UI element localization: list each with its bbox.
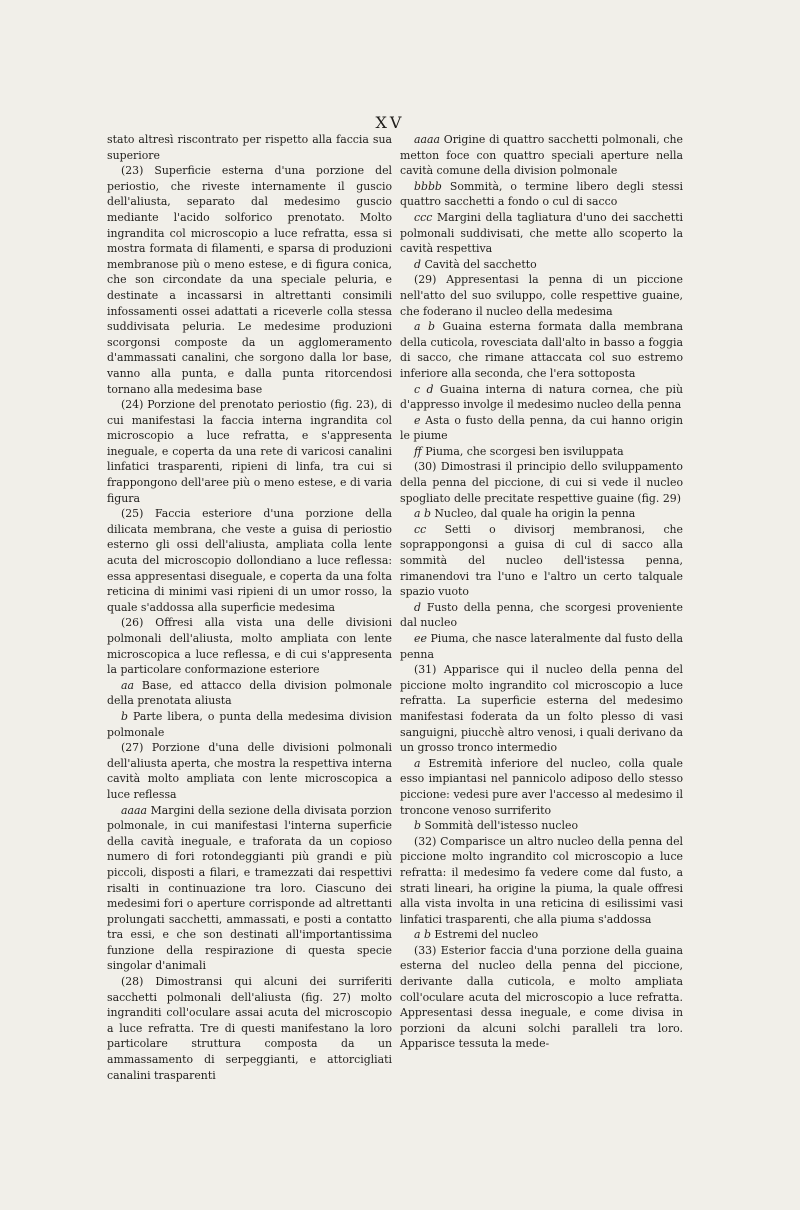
paragraph-text: Piuma, che nasce lateralmente dal fusto della penna — [400, 632, 683, 661]
left_column-paragraph — [107, 132, 392, 163]
page-number: XV — [375, 113, 405, 132]
left_column-paragraph — [107, 615, 392, 677]
left_column-paragraph — [107, 397, 392, 506]
right_column-paragraph — [400, 600, 683, 631]
right_column-paragraph — [400, 756, 683, 818]
paragraph-text: Nucleo, dal quale ha origin la penna — [434, 507, 636, 521]
paragraph-text: (27) Porzione d'una delle divisioni polmonali dell'aliusta aperta, che mostra la respettiva interna cavità molto ampliata con lente microscopica a luce reflessa — [107, 741, 392, 801]
right_column-paragraph — [400, 662, 683, 756]
left_column-paragraph — [107, 678, 392, 709]
right_column-paragraph — [400, 382, 683, 413]
right_column-paragraph — [400, 834, 683, 928]
paragraph-text: (31) Apparisce qui il nucleo della penna del piccione molto ingrandito col microscopio a luce refratta. La superficie esterna del medesimo manifestasi foderata da un folto plesso di vasi sanguigni, piucchè altro venosi, i quali derivano da un grosso tronco intermedio — [400, 663, 683, 755]
figure-label: b — [121, 709, 128, 723]
right_column-paragraph — [400, 179, 683, 210]
paragraph-text: Base, ed attacco della division polmonale della prenotata aliusta — [107, 678, 392, 708]
paragraph-text: stato altresì riscontrato per rispetto alla faccia sua superiore — [107, 133, 392, 162]
left_column-paragraph — [107, 803, 392, 975]
paragraph-text: (26) Offresi alla vista una delle divisioni polmonali dell'aliusta, molto ampliata con lente microscopica a luce reflessa, e di cui s'appresenta la particolare conformazione esteriore — [107, 616, 392, 677]
paragraph-text: Cavità del sacchetto — [424, 257, 537, 271]
figure-label: d — [414, 600, 421, 614]
right_column-paragraph — [400, 459, 683, 506]
right-column — [400, 132, 683, 1052]
figure-label: aaaa — [121, 803, 147, 817]
paragraph-text: Setti o divisorj membranosi, che soprappongonsi a guisa di cul di sacco alla sommità del nucleo dell'istessa penna, rimanendovi tra l'uno e l'altro un certo talquale spazio vuoto — [400, 522, 683, 599]
left_column-paragraph — [107, 974, 392, 1083]
figure-label: b — [414, 819, 421, 833]
figure-label: ee — [414, 632, 427, 645]
figure-label: cc — [414, 522, 427, 536]
paragraph-text: (33) Esterior faccia d'una porzione della guaina esterna del nucleo della penna del piccione, derivante dalla cuticola, e molto ampliata coll'oculare acuta del microscopio a luce refratta. Appresentasi dessa ineguale, e come divisa in porzioni da alcuni solchi paralleli tra loro. Apparisce tessuta la mede- — [400, 943, 683, 1051]
figure-label: a — [414, 756, 421, 770]
left_column-paragraph — [107, 709, 392, 740]
paragraph-text: (24) Porzione del prenotato periostio (fig. 23), di cui manifestasi la faccia interna ingrandita col microscopio a luce refratta, e s'appresenta ineguale, e coperta da una rete di varicosi canalini linfatici trasparenti, ripieni di linfa, tra cui si frappongono dell'aree più o meno estese, e di varia figura — [107, 398, 392, 505]
figure-label: d — [414, 257, 421, 271]
right_column-paragraph — [400, 413, 683, 444]
figure-label: c d — [414, 382, 434, 396]
figure-label: aaaa — [414, 133, 440, 146]
paragraph-text: Sommità dell'istesso nucleo — [424, 819, 579, 833]
figure-label: a b — [414, 507, 431, 521]
figure-label: a b — [414, 320, 435, 334]
paragraph-text: (30) Dimostrasi il principio dello sviluppamento della penna del piccione, di cui si vede il nucleo spogliato delle precitate respettive guaine (fig. 29) — [400, 460, 683, 505]
paragraph-text: Margini della tagliatura d'uno dei sacchetti polmonali suddivisati, che mette allo scoperto la cavità respettiva — [400, 210, 683, 256]
right_column-paragraph — [400, 943, 683, 1052]
paragraph-text: Fusto della penna, che scorgesi proveniente dal nucleo — [400, 600, 683, 630]
right_column-paragraph — [400, 319, 683, 381]
right_column-paragraph — [400, 210, 683, 257]
paragraph-text: (23) Superficie esterna d'una porzione del periostio, che riveste internamente il guscio dell'aliusta, separato dal medesimo guscio mediante l'acido solforico prenotato. Molto ingrandita col microscopio a luce refratta, essa si mostra formata di filamenti, e sparsa di produzioni membranose più o meno estese, e di figura conica, che son circondate da una speciale peluria, e destinate a incassarsi in altrettanti consimili infossamenti ossei adattati a riceverle colla stessa suddivisata peluria. Le medesime produzioni scorgonsi composte da un agglomeramento d'ammassati canalini, che sorgono dalla lor base, vanno alla punta, e dalla punta ritorcendosi tornano alla medesima base — [107, 164, 392, 396]
paragraph-text: (25) Faccia esteriore d'una porzione della dilicata membrana, che veste a guisa di periostio esterno gli ossi dell'aliusta, ampliata colla lente acuta del microscopio dollondiano a luce reflessa: essa appresentasi diseguale, e coperta da una folta reticina di minimi vasi ripieni di un umor rosso, la quale s'addossa alla superficie medesima — [107, 507, 392, 614]
paragraph-text: Piuma, che scorgesi ben isviluppata — [425, 444, 624, 458]
paragraph-text: Guaina interna di natura cornea, che più d'appresso involge il medesimo nucleo della penna — [400, 382, 683, 412]
right_column-paragraph — [400, 257, 683, 273]
left_column-paragraph — [107, 506, 392, 615]
paragraph-text: (28) Dimostransi qui alcuni dei surriferiti sacchetti polmonali dell'aliusta (fig. 27) molto ingranditi coll'oculare assai acuta del microscopio a luce refratta. Tre di questi manifestano la loro particolare struttura composta da un ammassamento di serpeggianti, e attorcigliati canalini trasparenti — [107, 975, 392, 1082]
right_column-paragraph — [400, 506, 683, 522]
right_column-paragraph — [400, 132, 683, 179]
right_column-paragraph — [400, 818, 683, 834]
left_column-paragraph — [107, 740, 392, 802]
right_column-paragraph — [400, 631, 683, 662]
figure-label: aa — [121, 678, 134, 692]
right_column-paragraph — [400, 444, 683, 460]
paragraph-text: Parte libera, o punta della medesima division polmonale — [107, 709, 392, 739]
figure-label: a b — [414, 928, 431, 942]
left-column — [107, 132, 392, 1083]
paragraph-text: Estremi del nucleo — [434, 928, 539, 942]
left_column-paragraph — [107, 163, 392, 397]
figure-label: ff — [414, 444, 422, 458]
paragraph-text: Asta o fusto della penna, da cui hanno origin le piume — [400, 413, 683, 443]
paragraph-text: (32) Comparisce un altro nucleo della penna del piccione molto ingrandito col microscopio a luce refratta: il medesimo fa vedere come dal fusto, a strati lineari, ha origine la piuma, la quale offresi alla vista involta in una reticina di esilissimi vasi linfatici trasparenti, che alla piuma s'addossa — [400, 834, 683, 926]
paragraph-text: Origine di quattro sacchetti polmonali, che metton foce con quattro speciali aperture nella cavità comune della division polmonale — [400, 133, 683, 178]
figure-label: ccc — [414, 210, 433, 224]
paragraph-text: Guaina esterna formata dalla membrana della cuticola, rovesciata dall'alto in basso a foggia di sacco, che rimane attaccata col suo estremo inferiore alla seconda, che l'era sottoposta — [400, 320, 683, 380]
figure-label: bbbb — [414, 179, 442, 193]
figure-label: e — [414, 413, 421, 427]
right_column-paragraph — [400, 927, 683, 943]
paragraph-text: Margini della sezione della divisata porzion polmonale, in cui manifestasi l'interna superficie della cavità ineguale, e traforata da un copioso numero di fori rotondeggianti più grandi e più piccoli, disposti a filari, e tramezzati dai respettivi risalti in continuazione tra loro. Ciascuno dei medesimi fori o aperture corrisponde ad altrettanti prolungati sacchetti, ammassati, e posti a contatto tra essi, e che son destinati all'importantissima funzione della respirazione di questa specie singolar d'animali — [107, 803, 392, 973]
paragraph-text: Estremità inferiore del nucleo, colla quale esso impiantasi nel pannicolo adiposo dello stesso piccione: vedesi pure aver l'accesso al medesimo il troncone venoso surriferito — [400, 756, 684, 817]
paragraph-text: (29) Appresentasi la penna di un piccione nell'atto del suo sviluppo, colle respettive guaine, che foderano il nucleo della medesima — [400, 273, 683, 318]
paragraph-text: Sommità, o termine libero degli stessi quattro sacchetti a fondo o cul di sacco — [400, 179, 683, 209]
right_column-paragraph — [400, 522, 683, 600]
right_column-paragraph — [400, 272, 683, 319]
